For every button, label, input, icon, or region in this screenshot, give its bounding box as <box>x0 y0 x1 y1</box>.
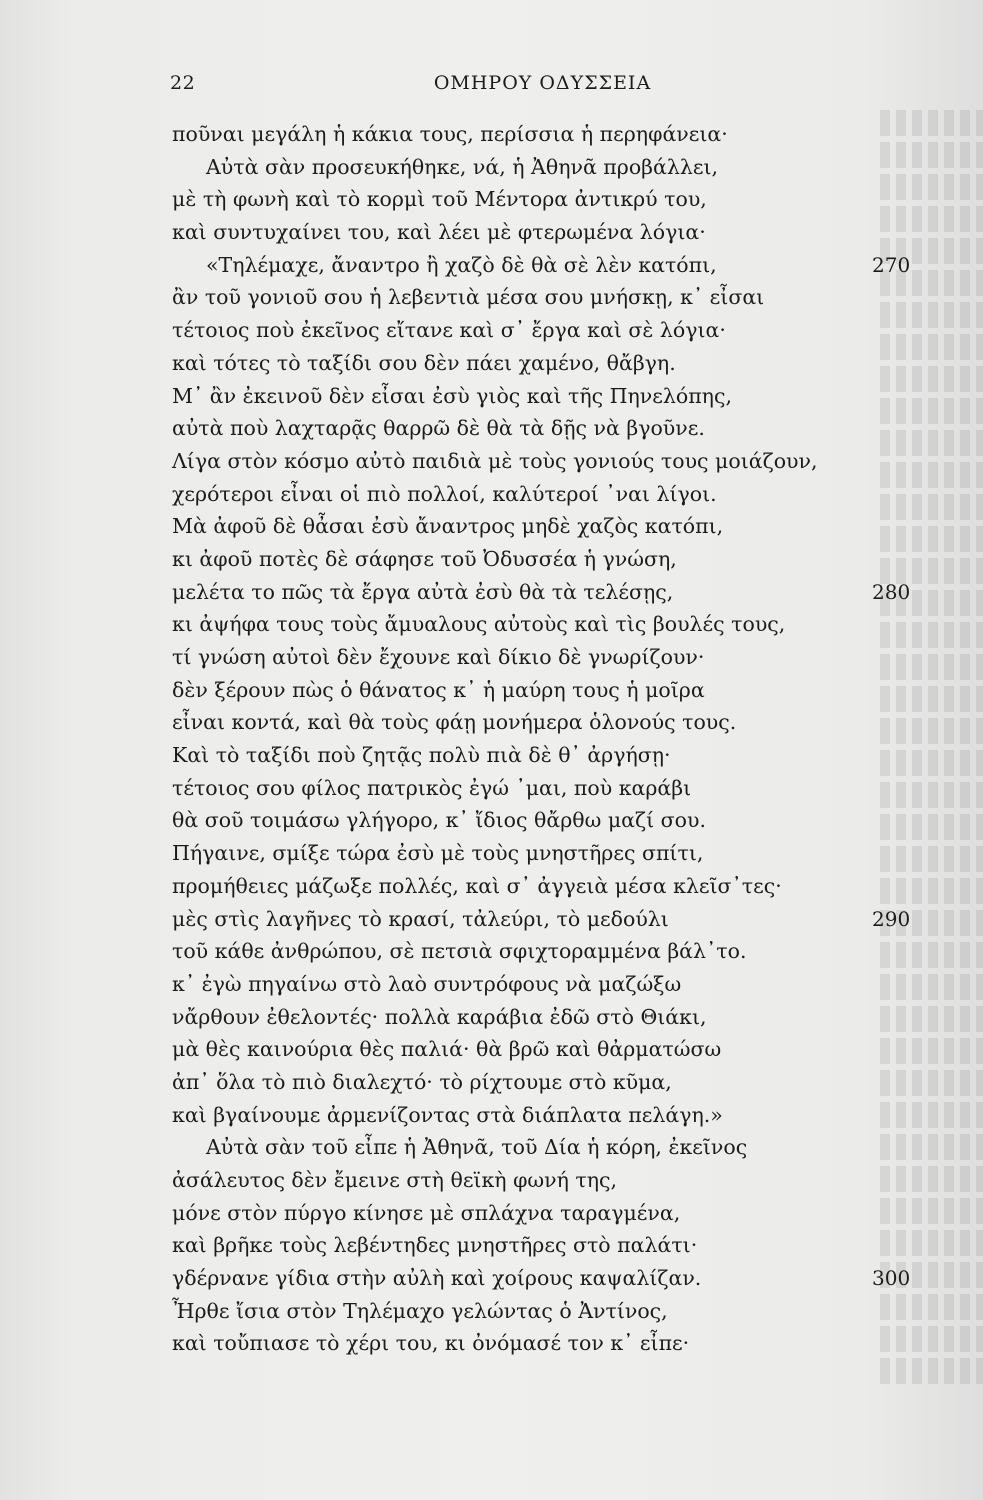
verse-line-text: μόνε στὸν πύργο κίνησε μὲ σπλάχνα ταραγμένα, <box>172 1200 681 1225</box>
verse-line <box>172 380 932 413</box>
verse-line-text: εἶναι κοντά, καὶ θὰ τοὺς φάῃ μονήμερα ὁλονούς τους. <box>172 710 737 735</box>
verse-line <box>172 510 932 543</box>
verse-line <box>172 1033 932 1066</box>
verse-line-text: Αὐτὰ σὰν προσευκήθηκε, νά, ἡ Ἀθηνᾶ προβάλλει, <box>206 154 719 179</box>
verse-line-text: καὶ συντυχαίνει του, καὶ λέει μὲ φτερωμένα λόγια· <box>172 220 706 245</box>
verse-line-text: χερότεροι εἶναι οἱ πιὸ πολλοί, καλύτεροί ᾽ναι λίγοι. <box>172 481 717 506</box>
verse-line-text: μὲ τὴ φωνὴ καὶ τὸ κορμὶ τοῦ Μέντορα ἀντικρύ του, <box>172 187 707 212</box>
verse-line <box>172 870 932 903</box>
verse-line <box>172 1295 932 1328</box>
line-number: 290 <box>872 906 911 931</box>
verse-line-text: τί γνώση αὐτοὶ δὲν ἔχουνε καὶ δίκιο δὲ γνωρίζουν· <box>172 645 705 669</box>
verse-line-text: κ᾽ ἐγὼ πηγαίνω στὸ λαὸ συντρόφους νὰ μαζώξω <box>172 971 682 996</box>
verse-line-text: κι ἀψήφα τους τοὺς ἄμυαλους αὐτοὺς καὶ τὶς βουλές τους, <box>172 612 786 637</box>
verse-line-text: Μ᾽ ἂν ἐκεινοῦ δὲν εἶσαι ἐσὺ γιὸς καὶ τῆς Πηνελόπης, <box>172 383 732 408</box>
verse-line-text: καὶ τότες τὸ ταξίδι σου δὲν πάει χαμένο, θἄβγη. <box>172 350 676 375</box>
verse-line-text: Πήγαινε, σμίξε τώρα ἐσὺ μὲ τοὺς μνηστῆρες σπίτι, <box>172 841 704 866</box>
verse-line <box>172 739 932 772</box>
verse-line <box>172 674 932 707</box>
verse-line <box>172 1066 932 1099</box>
verse-line <box>172 347 932 380</box>
verse-line <box>172 772 932 805</box>
verse-line-text: τοῦ κάθε ἀνθρώπου, σὲ πετσιὰ σφιχτοραμμένα βάλ᾽το. <box>172 939 747 964</box>
line-number: 300 <box>872 1266 911 1291</box>
verse-line-text: μὲς στὶς λαγῆνες τὸ κρασί, τἀλεύρι, τὸ μεδούλι <box>172 906 669 931</box>
line-number: 280 <box>872 579 911 604</box>
verse-line <box>172 151 932 184</box>
verse-line-text: Καὶ τὸ ταξίδι ποὺ ζητᾷς πολὺ πιὰ δὲ θ᾽ ἀργήσῃ· <box>172 743 671 768</box>
verse-line <box>172 1327 932 1360</box>
verse-line-text: ἂν τοῦ γονιοῦ σου ἡ λεβεντιὰ μέσα σου μνήσκῃ, κ᾽ εἶσαι <box>172 285 765 310</box>
verse-line-text: αὐτὰ ποὺ λαχταρᾷς θαρρῶ δὲ θὰ τὰ δῇς νὰ βγοῦνε. <box>172 416 705 441</box>
verse-line-text: γδέρνανε γίδια στὴν αὐλὴ καὶ χοίρους καψαλίζαν. <box>172 1266 702 1291</box>
verse-line <box>172 412 932 445</box>
verse-line-text: Ἦρθε ἴσια στὸν Τηλέμαχο γελώντας ὁ Ἀντίνος, <box>172 1298 668 1323</box>
page-number: 22 <box>170 72 196 94</box>
verse-line-text: τέτοιος σου φίλος πατρικὸς ἐγώ ᾽μαι, ποὺ καράβι <box>172 775 692 800</box>
verse-line-text: ἀσάλευτος δὲν ἔμεινε στὴ θεϊκὴ φωνή της, <box>172 1168 618 1192</box>
verse-line-text: νἄρθουν ἐθελοντές· πολλὰ καράβια ἐδῶ στὸ Θιάκι, <box>172 1004 707 1029</box>
verse-line <box>172 608 932 641</box>
line-number: 270 <box>872 252 911 277</box>
verse-line-text: ἀπ᾽ ὅλα τὸ πιὸ διαλεχτό· τὸ ρίχτουμε στὸ κῦμα, <box>172 1069 672 1094</box>
verse-line <box>172 478 932 511</box>
verse-line-text: μελέτα το πῶς τὰ ἔργα αὐτὰ ἐσὺ θὰ τὰ τελέσῃς, <box>172 579 674 604</box>
verse-line <box>172 216 932 249</box>
verse-line <box>172 576 932 609</box>
verse-line-text: Μὰ ἀφοῦ δὲ θἆσαι ἐσὺ ἄναντρος μηδὲ χαζὸς κατόπι, <box>172 514 724 539</box>
verse-line <box>172 804 932 837</box>
running-title: ΟΜΗΡΟΥ ΟΔΥΣΣΕΙΑ <box>433 72 652 94</box>
verse-line <box>172 837 932 870</box>
verse-line <box>172 314 932 347</box>
verse-line <box>172 1229 932 1262</box>
verse-line <box>172 1099 932 1132</box>
verse-line <box>172 118 932 151</box>
verse-line-text: Λίγα στὸν κόσμο αὐτὸ παιδιὰ μὲ τοὺς γονιούς τους μοιάζουν, <box>172 448 818 473</box>
verse-line-text: «Τηλέμαχε, ἄναντρο ἢ χαζὸ δὲ θὰ σὲ λὲν κατόπι, <box>206 252 717 277</box>
verse-line <box>172 249 932 282</box>
verse-line-text: μὰ θὲς καινούρια θὲς παλιά· θὰ βρῶ καὶ θἀρματώσω <box>172 1037 722 1062</box>
verse-line-text: δὲν ξέρουν πὼς ὁ θάνατος κ᾽ ἡ μαύρη τους ἡ μοῖρα <box>172 677 705 702</box>
verse-line-text: προμήθειες μάζωξε πολλές, καὶ σ᾽ ἀγγειὰ μέσα κλεῖσ᾽τες· <box>172 873 782 898</box>
verse-line-text: καὶ βρῆκε τοὺς λεβέντηδες μνηστῆρες στὸ παλάτι· <box>172 1233 698 1258</box>
verse-line <box>172 281 932 314</box>
verse-line <box>172 1131 932 1164</box>
verse-line-text: Αὐτὰ σὰν τοῦ εἶπε ἡ Ἀθηνᾶ, τοῦ Δία ἡ κόρη, ἐκεῖνος <box>206 1135 748 1160</box>
verse-line <box>172 968 932 1001</box>
verse-line <box>172 1164 932 1197</box>
verse-line-text: καὶ τοὔπιασε τὸ χέρι του, κι ὀνόμασέ τον κ᾽ εἶπε· <box>172 1331 690 1356</box>
verse-line <box>172 543 932 576</box>
verse-line <box>172 1262 932 1295</box>
verse-line <box>172 903 932 936</box>
verse-line <box>172 706 932 739</box>
verse-line <box>172 183 932 216</box>
verse-line-text: κι ἀφοῦ ποτὲς δὲ σάφησε τοῦ Ὀδυσσέα ἡ γνώση, <box>172 546 677 571</box>
verse-line <box>172 935 932 968</box>
verse-line-text: θὰ σοῦ τοιμάσω γλήγορο, κ᾽ ἴδιος θἄρθω μαζί σου. <box>172 808 706 833</box>
verse-line <box>172 641 932 674</box>
verse-line <box>172 1001 932 1034</box>
verse-line-text: καὶ βγαίνουμε ἀρμενίζοντας στὰ διάπλατα πελάγη.» <box>172 1102 723 1127</box>
verse-line <box>172 445 932 478</box>
verse-line-text: τέτοιος ποὺ ἐκεῖνος εἴτανε καὶ σ᾽ ἔργα καὶ σὲ λόγια· <box>172 318 726 343</box>
verse-line <box>172 1197 932 1230</box>
verse-body <box>172 118 932 1360</box>
verse-line-text: πoῦναι μεγάλη ἡ κάκια τους, περίσσια ἡ περηφάνεια· <box>172 122 728 146</box>
page-header <box>170 72 915 102</box>
